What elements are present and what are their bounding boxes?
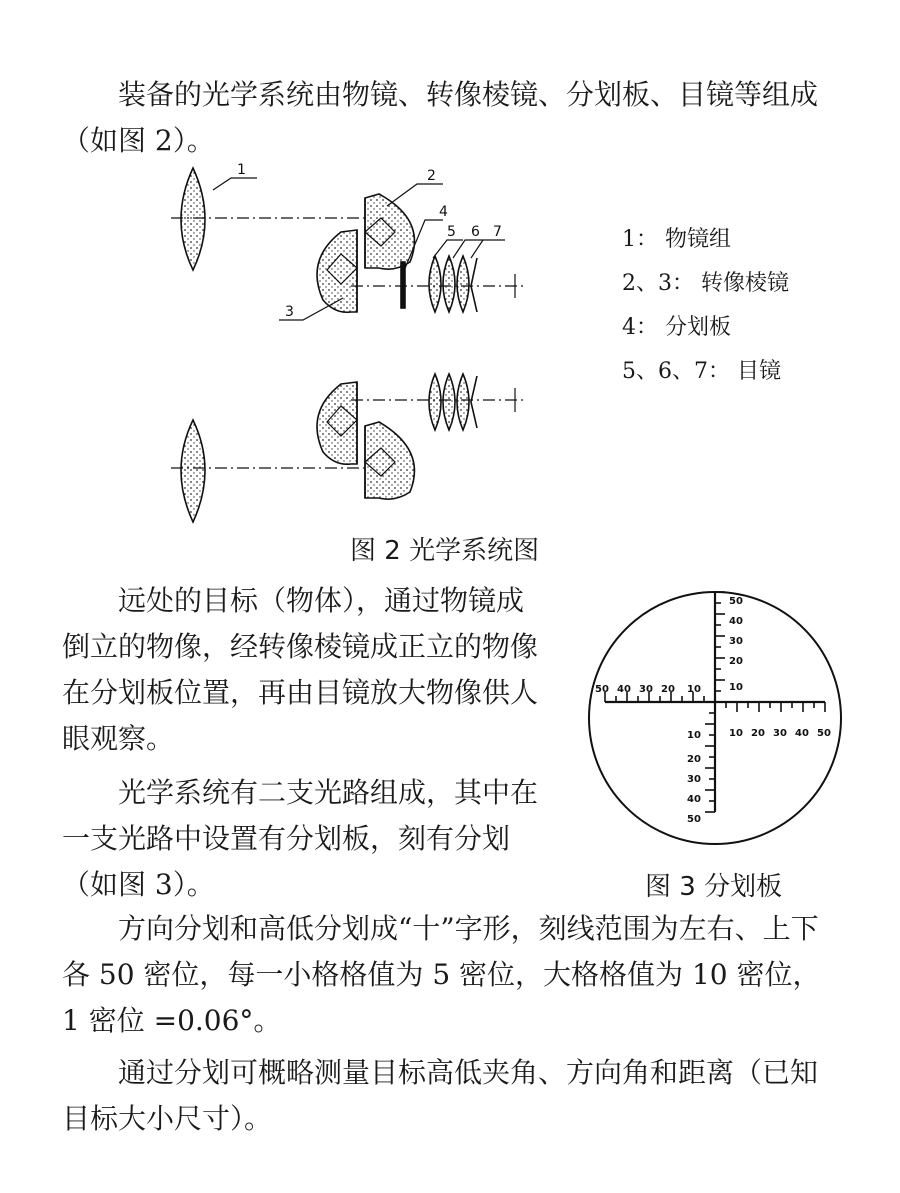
paragraph-reticle-scale: 方向分划和高低分划成“十”字形，刻线范围为左右、上下各 50 密位，每一小格格值为 5 密位，大格格值为 10 密位，1 密位 =0.06°。 (62, 912, 821, 1037)
eyepiece-lenses-lower (429, 374, 477, 430)
scale-label-bottom-50: 50 (687, 814, 701, 825)
figure3-caption: 图 3 分划板 (645, 872, 783, 902)
legend-item-objective: 1： 物镜组 (622, 227, 731, 252)
scale-label-bottom-40: 40 (687, 794, 701, 805)
paragraph-measurement: 通过分划可概略测量目标高低夹角、方向角和距离（已知目标大小尺寸）。 (62, 1056, 819, 1135)
callout-3: 3 (285, 304, 294, 320)
callout-7: 7 (493, 224, 502, 240)
prism-3-upper (317, 230, 357, 312)
scale-label-left-20: 20 (661, 684, 675, 695)
figure2-legend (622, 218, 789, 394)
scale-label-top-10: 10 (729, 682, 743, 693)
callout-2: 2 (427, 168, 436, 184)
scale-label-right-10: 10 (729, 728, 743, 739)
scale-label-left-10: 10 (687, 684, 701, 695)
scale-label-left-30: 30 (639, 684, 653, 695)
scale-label-bottom-10: 10 (687, 730, 701, 741)
callout-1: 1 (237, 162, 246, 178)
scale-label-left-50: 50 (595, 684, 609, 695)
scale-label-left-40: 40 (617, 684, 631, 695)
prism-lower-lower-branch (365, 422, 414, 499)
figure2-caption: 图 2 光学系统图 (350, 536, 540, 566)
legend-item-prism: 2、3： 转像棱镜 (622, 271, 789, 296)
objective-lens-lower (181, 420, 205, 522)
paragraph-optical-path: 光学系统有二支光路组成，其中在一支光路中设置有分划板，刻有分划（如图 3）。 (62, 776, 539, 901)
optical-system-diagram (165, 150, 545, 530)
callout-4: 4 (439, 204, 448, 220)
prism-2-upper (365, 194, 414, 269)
prism-upper-lower-branch (317, 382, 357, 464)
paragraph-image-formation: 远处的目标（物体），通过物镜成倒立的物像，经转像棱镜成正立的物像在分划板位置，再由目镜放大物像供人眼观察。 (62, 584, 539, 755)
legend-item-eyepiece: 5、6、7： 目镜 (622, 359, 781, 384)
scale-label-right-40: 40 (795, 728, 809, 739)
scale-label-right-20: 20 (751, 728, 765, 739)
scale-label-top-40: 40 (729, 616, 743, 627)
scale-label-bottom-30: 30 (687, 774, 701, 785)
objective-lens-upper (181, 168, 205, 270)
scale-label-top-50: 50 (729, 596, 743, 607)
scale-label-right-30: 30 (773, 728, 787, 739)
scale-label-bottom-20: 20 (687, 754, 701, 765)
legend-item-reticle: 4： 分划板 (622, 315, 731, 340)
callout-6: 6 (471, 224, 480, 240)
scale-label-top-30: 30 (729, 636, 743, 647)
callout-5: 5 (447, 224, 456, 240)
scale-label-right-50: 50 (817, 728, 831, 739)
paragraph-intro: 装备的光学系统由物镜、转像棱镜、分划板、目镜等组成（如图 2）。 (62, 78, 819, 157)
scale-label-top-20: 20 (729, 656, 743, 667)
eyepiece-lenses-upper (429, 256, 477, 312)
reticle-diagram (585, 590, 845, 850)
